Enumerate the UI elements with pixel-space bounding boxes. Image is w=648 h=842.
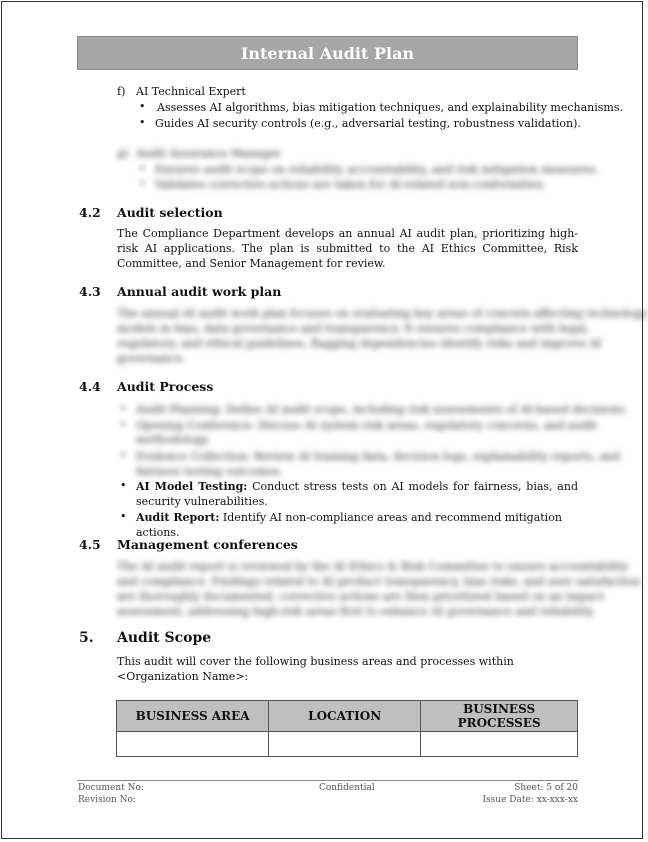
section-paragraph: The Compliance Department develops an annual AI audit plan, prioritizing high-risk AI applications. The plan is submitted to the AI Ethics Committee, Risk Committee, and Senior Management for review.: [117, 227, 578, 270]
table-cell[interactable]: [421, 732, 578, 757]
footer-confidential: Confidential: [319, 783, 375, 793]
bullet-dot: •: [120, 449, 127, 462]
role-title: Audit Assurance Manager: [136, 147, 282, 160]
section-title: Audit selection: [117, 205, 223, 220]
blurred-line: Evidence Collection: Review AI training data, decision logs, explainability reports, and: [136, 450, 621, 463]
bullet-dot: •: [120, 510, 127, 523]
role-bullet: Ensures audit scope on reliability, accountability, and risk mitigation measures.: [155, 163, 599, 176]
blurred-line: fairness testing outcomes.: [136, 465, 283, 478]
section-number: 4.3: [79, 284, 101, 299]
blurred-line: are thoroughly documented, corrective actions are then prioritized based on an impact: [117, 590, 604, 603]
blurred-line: Audit Planning: Define AI audit scope, including risk assessments of AI-based decisions.: [136, 403, 628, 416]
bullet-dot: •: [120, 402, 127, 415]
process-item-label: Audit Report:: [136, 511, 220, 524]
role-marker: g): [117, 147, 129, 160]
table-cell[interactable]: [117, 732, 269, 757]
blurred-line: The annual AI audit work plan focuses on evaluating key areas of concern affecting technology: [117, 307, 648, 320]
process-item-text: Identify AI non-compliance areas and recommend mitigation actions.: [136, 511, 562, 539]
role-bullet: Assesses AI algorithms, bias mitigation techniques, and explainability mechanisms.: [157, 101, 623, 114]
blurred-line: models in bias, data governance and transparency. It ensures compliance with legal,: [117, 322, 590, 335]
section-number: 4.4: [79, 379, 101, 394]
table-header-row: [117, 701, 578, 732]
footer-document-no: Document No:: [78, 783, 144, 793]
bullet-dot: •: [139, 177, 146, 190]
table-cell[interactable]: [269, 732, 421, 757]
role-bullet: Guides AI security controls (e.g., adversarial testing, robustness validation).: [155, 117, 581, 130]
document-title-bar: [77, 36, 578, 70]
section-title: Audit Scope: [117, 630, 212, 646]
section-title: Management conferences: [117, 537, 298, 552]
footer-divider: [77, 780, 578, 781]
blurred-paragraph: [117, 559, 641, 619]
role-title: AI Technical Expert: [136, 85, 246, 98]
bullet-dot: •: [120, 418, 127, 431]
bullet-dot: •: [139, 100, 146, 113]
footer-issue-date: Issue Date: xx-xxx-xx: [482, 795, 578, 805]
process-item-text: Conduct stress tests on AI models for fairness, bias, and security vulnerabilities.: [136, 480, 578, 508]
blurred-line: regulatory, and ethical guidelines, flagging dependencies identify risks and improve AI: [117, 337, 602, 350]
blurred-line: The AI audit report is reviewed by the AI Ethics & Risk Committee to ensure accountability: [117, 560, 629, 573]
process-item: [136, 510, 578, 540]
role-marker: f): [117, 85, 126, 98]
blurred-line: assessment, addressing high-risk areas first to enhance AI governance and reliability.: [117, 605, 596, 618]
bullet-dot: •: [139, 116, 146, 129]
audit-scope-table: [116, 700, 578, 757]
process-item: [136, 479, 578, 509]
blurred-line: Opening Conference: Discuss AI system risk areas, regulatory concerns, and audit: [136, 419, 597, 432]
blurred-line: governance.: [117, 352, 186, 365]
section-number: 4.2: [79, 205, 101, 220]
blurred-line: methodology.: [136, 433, 211, 446]
blurred-line: and compliance. Findings related to AI product transparency, bias risks, and user satisfaction: [117, 575, 641, 588]
footer-sheet: Sheet: 5 of 20: [514, 783, 578, 793]
footer-revision-no: Revision No:: [78, 795, 136, 805]
process-item-label: AI Model Testing:: [136, 480, 248, 493]
section-title: Audit Process: [117, 379, 214, 394]
table-header-business-area: BUSINESS AREA: [117, 701, 269, 732]
section-number: 4.5: [79, 537, 101, 552]
role-bullet: Validates corrective actions are taken for AI-related non-conformities.: [155, 178, 547, 191]
table-header-location: LOCATION: [269, 701, 421, 732]
section-title: Annual audit work plan: [117, 284, 282, 299]
bullet-dot: •: [120, 479, 127, 492]
blurred-paragraph: [117, 306, 648, 366]
table-row: [117, 732, 578, 757]
table-header-business-processes: BUSINESS PROCESSES: [421, 701, 578, 732]
bullet-dot: •: [139, 162, 146, 175]
section-number: 5.: [79, 630, 94, 646]
section-paragraph: This audit will cover the following business areas and processes within <Organization Name>:: [117, 655, 514, 683]
document-title: Internal Audit Plan: [240, 43, 415, 63]
